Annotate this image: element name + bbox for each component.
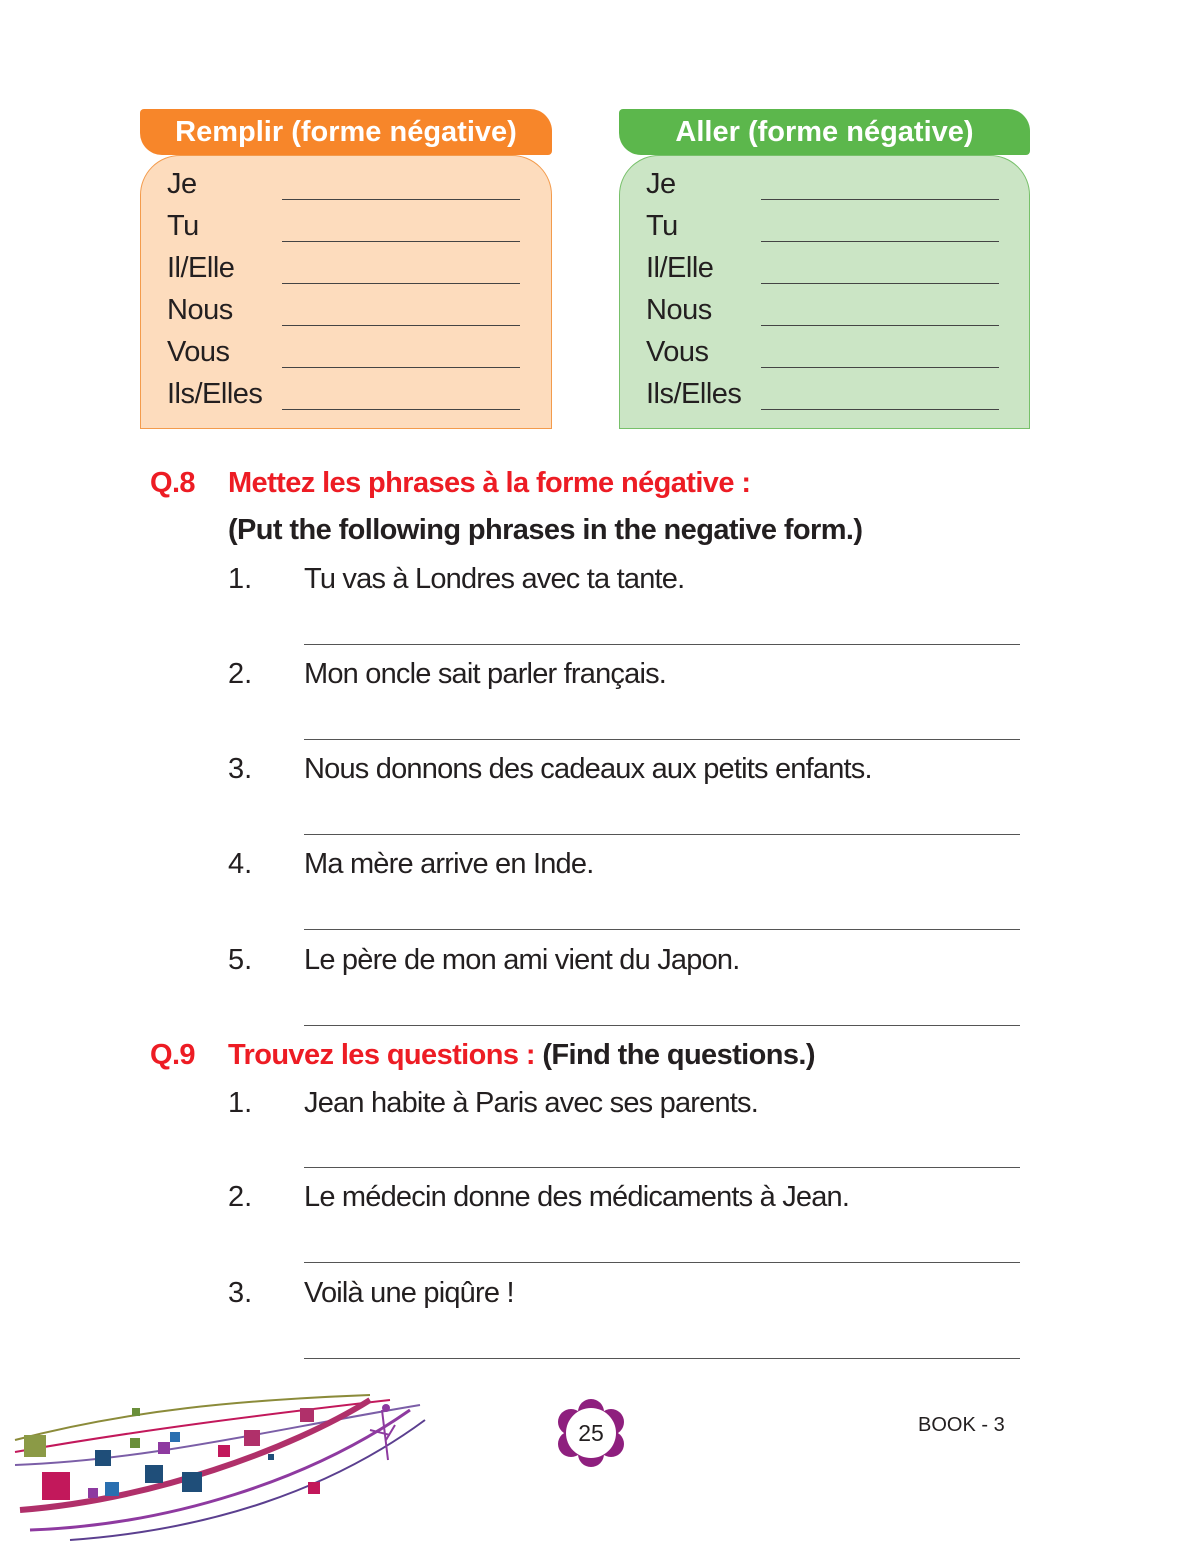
pronoun-label: Il/Elle: [167, 252, 235, 284]
conjugation-row: [141, 334, 551, 376]
question-title-fr: Mettez les phrases à la forme négative :: [228, 467, 751, 499]
conjugation-row: [141, 376, 551, 418]
table-body: [619, 155, 1030, 429]
answer-blank[interactable]: [282, 241, 520, 242]
question-label: Q.8: [150, 467, 195, 499]
item-sentence: Le père de mon ami vient du Japon.: [304, 944, 740, 976]
answer-blank[interactable]: [282, 325, 520, 326]
table-title: Remplir (forme négative): [140, 109, 552, 155]
item-sentence: Le médecin donne des médicaments à Jean.: [304, 1181, 850, 1213]
conjugation-row: [620, 334, 1029, 376]
item-number: 2.: [228, 1181, 253, 1213]
answer-line[interactable]: [304, 644, 1020, 645]
conjugation-row: [141, 166, 551, 208]
answer-blank[interactable]: [761, 199, 999, 200]
answer-blank[interactable]: [282, 283, 520, 284]
item-sentence: Voilà une piqûre !: [304, 1277, 514, 1309]
item-sentence: Jean habite à Paris avec ses parents.: [304, 1087, 759, 1119]
answer-line[interactable]: [304, 1025, 1020, 1026]
page-number-badge: [554, 1398, 628, 1468]
pronoun-label: Nous: [167, 294, 233, 326]
conjugation-row: [141, 292, 551, 334]
pronoun-label: Ils/Elles: [646, 378, 742, 410]
answer-blank[interactable]: [761, 241, 999, 242]
item-number: 2.: [228, 658, 253, 690]
answer-line[interactable]: [304, 739, 1020, 740]
conjugation-row: [620, 250, 1029, 292]
answer-blank[interactable]: [282, 409, 520, 410]
conjugation-row: [620, 166, 1029, 208]
pronoun-label: Il/Elle: [646, 252, 714, 284]
answer-line[interactable]: [304, 834, 1020, 835]
question-title: [228, 1039, 815, 1072]
item-number: 3.: [228, 1277, 253, 1309]
item-sentence: Nous donnons des cadeaux aux petits enfants.: [304, 753, 872, 785]
item-number: 5.: [228, 944, 253, 976]
answer-blank[interactable]: [761, 367, 999, 368]
answer-line[interactable]: [304, 929, 1020, 930]
item-number: 4.: [228, 848, 253, 880]
answer-blank[interactable]: [761, 325, 999, 326]
pronoun-label: Ils/Elles: [167, 378, 263, 410]
pronoun-label: Je: [167, 168, 197, 200]
pronoun-label: Je: [646, 168, 676, 200]
item-number: 1.: [228, 1087, 253, 1119]
conjugation-row: [141, 208, 551, 250]
pronoun-label: Vous: [167, 336, 230, 368]
answer-line[interactable]: [304, 1167, 1020, 1168]
question-title-en: (Find the questions.): [542, 1039, 815, 1071]
pronoun-label: Vous: [646, 336, 709, 368]
pronoun-label: Tu: [646, 210, 678, 242]
conjugation-row: [141, 250, 551, 292]
table-body: [140, 155, 552, 429]
answer-blank[interactable]: [282, 367, 520, 368]
conjugation-row: [620, 208, 1029, 250]
decorative-swirl: [10, 1390, 430, 1550]
question-title-en: (Put the following phrases in the negative form.): [228, 514, 863, 546]
pronoun-label: Nous: [646, 294, 712, 326]
question-title-fr: Trouvez les questions :: [228, 1039, 535, 1071]
answer-blank[interactable]: [761, 409, 999, 410]
page-number: 25: [578, 1419, 604, 1446]
answer-blank[interactable]: [282, 199, 520, 200]
conjugation-row: [620, 376, 1029, 418]
item-number: 3.: [228, 753, 253, 785]
conjugation-row: [620, 292, 1029, 334]
item-sentence: Tu vas à Londres avec ta tante.: [304, 563, 685, 595]
item-sentence: Mon oncle sait parler français.: [304, 658, 667, 690]
answer-line[interactable]: [304, 1262, 1020, 1263]
table-title: Aller (forme négative): [619, 109, 1030, 155]
answer-blank[interactable]: [761, 283, 999, 284]
book-label: BOOK - 3: [918, 1414, 1005, 1436]
item-number: 1.: [228, 563, 253, 595]
item-sentence: Ma mère arrive en Inde.: [304, 848, 594, 880]
answer-line[interactable]: [304, 1358, 1020, 1359]
question-label: Q.9: [150, 1039, 195, 1071]
pronoun-label: Tu: [167, 210, 199, 242]
